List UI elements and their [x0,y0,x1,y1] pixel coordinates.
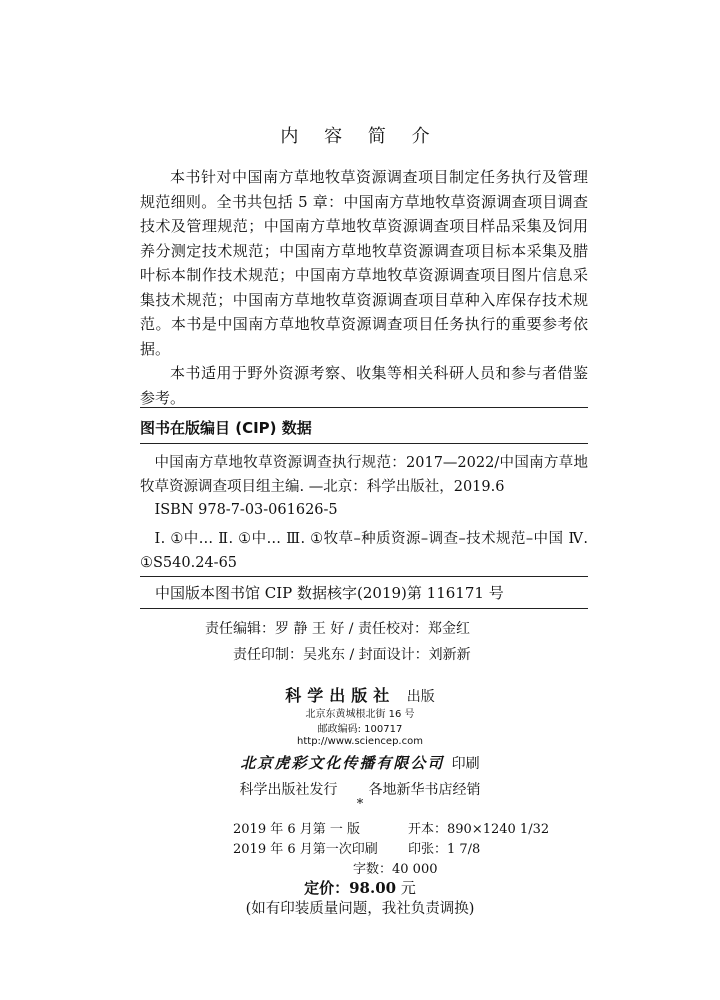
divider-bottom [140,608,588,609]
divider-top [140,407,588,408]
price-unit: 元 [400,879,416,897]
cip-classification: Ⅰ. ①中… Ⅱ. ①中… Ⅲ. ①牧草–种质资源–调查–技术规范–中国 Ⅳ. ①S540.24-65 [140,531,588,571]
publisher-name: 科学出版社 [285,686,396,705]
cip-entry: 中国南方草地牧草资源调查执行规范：2017—2022/中国南方草地牧草资源调查项目组主编. —北京：科学出版社，2019.6 [140,455,588,495]
cip-heading: 图书在版编目 (CIP) 数据 [140,419,312,437]
publisher-address: 北京东黄城根北街 16 号 [305,709,415,720]
cip-isbn: ISBN 978-7-03-061626-5 [154,502,338,518]
intro-section [140,165,588,410]
publisher-website[interactable]: http://www.sciencep.com [297,736,423,747]
spec-words: 字数：40 000 [353,862,438,877]
spec-edition: 2019 年 6 月第 一 版 [233,822,361,837]
quality-note: (如有印装质量问题，我社负责调换) [245,901,475,917]
publisher-suffix: 出版 [406,689,435,705]
credits-line-editors: 责任编辑：罗 静 王 好 / 责任校对：郑金红 [205,621,470,637]
price-label: 定价： [304,879,350,897]
distribution-right: 各地新华书店经销 [368,782,481,798]
intro-paragraph-2: 本书适用于野外资源考察、收集等相关科研人员和参与者借鉴参考。 [140,364,588,407]
spec-printing: 2019 年 6 月第一次印刷 [233,842,378,857]
spec-sheets: 印张：1 7/8 [408,842,481,857]
printer-line [0,752,720,773]
distribution-line [0,779,720,799]
intro-paragraph-1: 本书针对中国南方草地牧草资源调查项目制定任务执行及管理规范细则。全书共包括 5 章：中国南方草地牧草资源调查项目调查技术及管理规范；中国南方草地牧草资源调查项目样品采集及饲用养分测定技术规范；中国南方草地牧草资源调查项目标本采集及腊叶标本制作技术规范；中国南方草地牧草资源调查项目图片信息采集技术规范；中国南方草地牧草资源调查项目草种入库保存技术规范。本书是中国南方草地牧草资源调查项目任务执行的重要参考依据。 [140,168,588,358]
price-line [0,877,720,898]
printer-name: 北京虎彩文化传播有限公司 [240,754,445,772]
separator-star: * [356,797,364,812]
page-title: 内 容 简 介 [280,126,440,147]
divider-cip-number [140,576,588,577]
divider-cip [140,443,588,444]
publisher-line [0,683,720,706]
cip-number: 中国版本图书馆 CIP 数据核字(2019)第 116171 号 [155,584,504,602]
price-value: 98.00 [349,879,397,897]
cip-block [140,452,588,523]
credits-line-production: 责任印制：吴兆东 / 封面设计：刘新新 [233,647,471,663]
distribution-left: 科学出版社发行 [239,782,338,798]
publisher-postcode: 邮政编码: 100717 [317,724,403,735]
spec-format: 开本：890×1240 1/32 [408,822,550,837]
printer-suffix: 印刷 [451,756,480,772]
cip-classification-block [140,528,588,575]
